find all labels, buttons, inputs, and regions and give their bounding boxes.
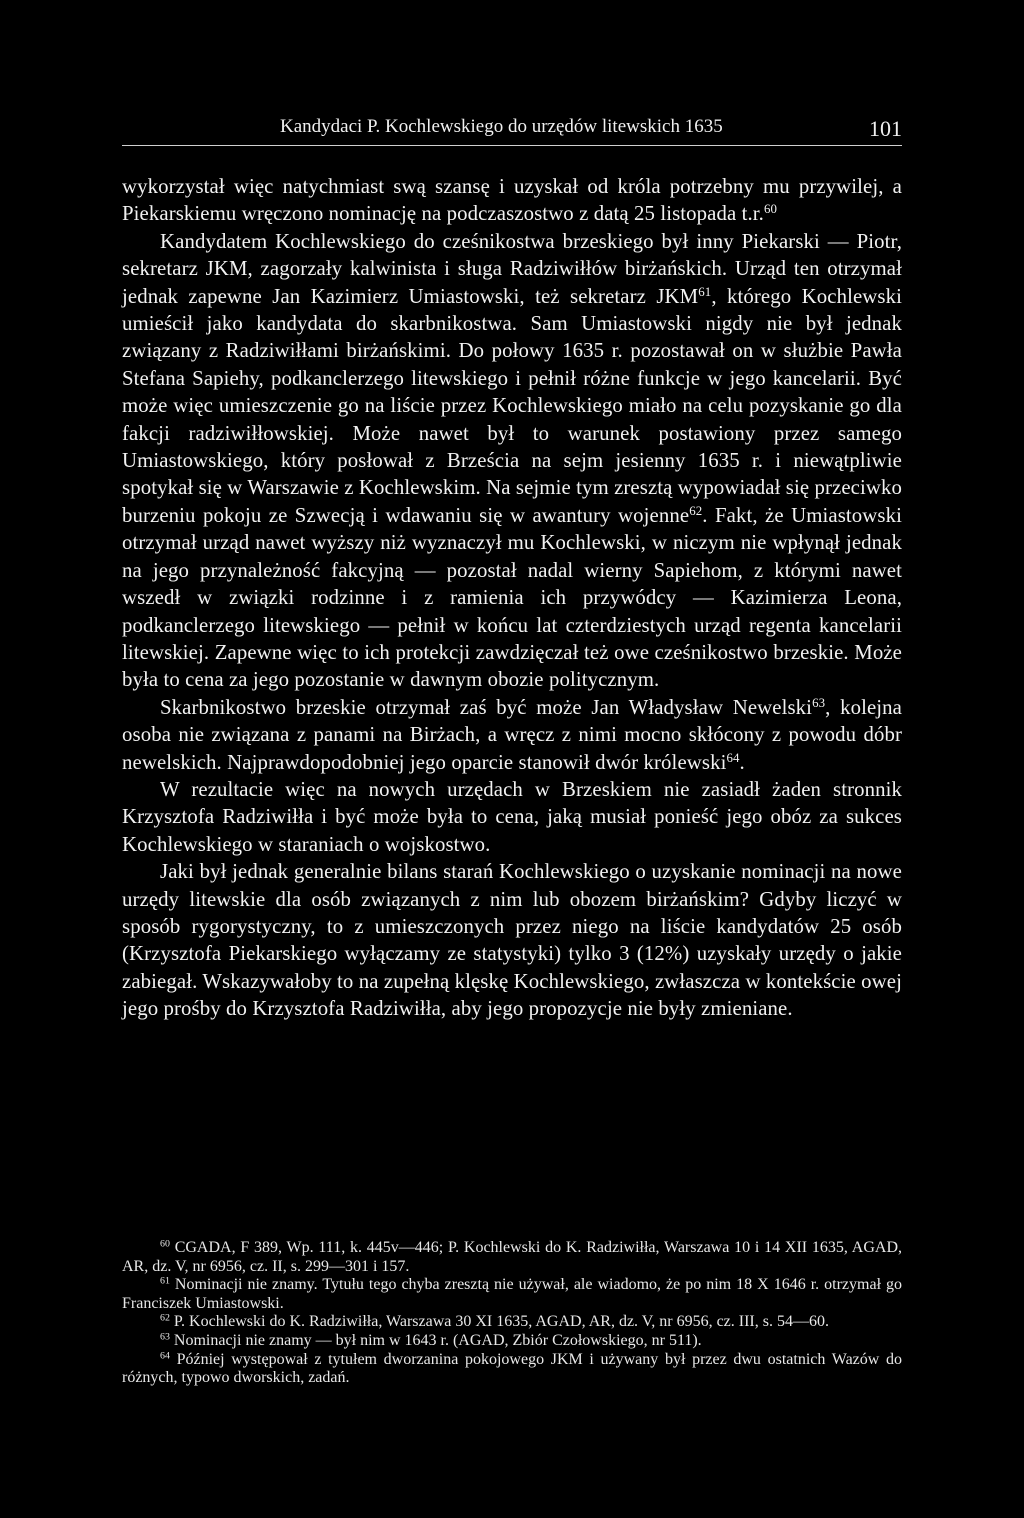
footnote-ref: 64 [726,750,740,765]
footnote-number: 60 [160,1238,170,1250]
running-title: Kandydaci P. Kochlewskiego do urzędów litewskich 1635 [280,116,723,137]
footnote: $^{63}$ Nominacji nie znamy — był nim w 1643 r. (AGAD, Zbiór Czołowskiego, nr 511). [160,1331,702,1349]
page-number: 101 [869,116,902,141]
footnote-number: 61 [160,1275,170,1287]
main-text [122,173,902,1023]
page-header [122,113,902,146]
footnote-ref: 62 [689,503,703,518]
footnote-number: 63 [160,1331,170,1343]
footnote: $^{61}$ Nominacji nie znamy. Tytułu tego chyba zresztą nie używał, ale wiadomo, że po nim 18 X 1646 r. otrzymał go Franciszek Umiastowski. [122,1275,903,1312]
footnote-number: 62 [160,1312,170,1324]
paragraph: Kandydatem Kochlewskiego do cześnikostwa brzeskiego był inny Piekarski — Piotr, sekretarz JKM, zagorzały kalwinista i sługa Radziwiłłów birżańskich. Urząd ten otrzymał jednak zapewne Jan Kazimierz Umiastowski, też sekretarz JKM$^{61}$, którego Kochlewski umieścił jako kandydata do skarbnikostwa. Sam Umiastowski nigdy nie był jednak związany z Radziwiłłami birżańskimi. Do połowy 1635 r. pozostawał on w służbie Pawła Stefana Sapiehy, podkanclerzego litewskiego i pełnił różne funkcje w jego kancelarii. Być może więc umieszczenie go na liście przez Kochlewskiego miało na celu pozyskanie go dla fakcji radziwiłłowskiej. Może nawet był to warunek postawiony przez samego Umiastowskiego, który posłował z Brześcia na sejm jesienny 1635 r. i niewątpliwie spotykał się w Warszawie z Kochlewskim. Na sejmie tym zresztą wypowiadał się przeciwko burzeniu pokoju ze Szwecją i wdawaniu się w awantury wojenne$^{62}$. Fakt, że Umiastowski otrzymał urząd nawet wyższy niż wyznaczył mu Kochlewski, w niczym nie wpłynął jednak na jego przynależność fakcyjną — pozostał nadal wierny Sapiehom, z którymi nawet wszedł w związki rodzinne i z ramienia ich przywódcy — Kazimierza Leona, podkanclerzego litewskiego — pełnił w końcu lat czterdziestych urząd regenta kancelarii litewskiej. Zapewne więc to ich protekcji zawdzięczał też owe cześnikostwo brzeskie. Może była to cena za jego pozostanie w dawnym obozie politycznym. [122,229,902,692]
paragraph: Skarbnikostwo brzeskie otrzymał zaś być może Jan Władysław Newelski$^{63}$, kolejna osoba nie związana z panami na Birżach, a wręcz z nimi mocno skłócony z powodu dóbr newelskich. Najprawdopodobniej jego oparcie stanowił dwór królewski$^{64}$. [122,695,902,774]
footnote-ref: 61 [698,284,712,299]
paragraph: W rezultacie więc na nowych urzędach w Brzeskiem nie zasiadł żaden stronnik Krzysztofa Radziwiłła i być może była to cena, jaką musiał ponieść jego obóz za sukces Kochlewskiego w staraniach o wojskostwo. [122,777,902,856]
paragraph: wykorzystał więc natychmiast swą szansę i uzyskał od króla potrzebny mu przywilej, a Piekarskiemu wręczono nominację na podczaszostwo z datą 25 listopada t.r.$^{60}$ [122,175,902,226]
footnote: $^{60}$ CGADA, F 389, Wp. 111, k. 445v—446; P. Kochlewski do K. Radziwiłła, Warszawa 10 i 14 XII 1635, AGAD, AR, dz. V, nr 6956, cz. II, s. 299—301 i 157. [122,1238,902,1275]
footnote-ref: 63 [812,695,826,710]
footnote-ref: 60 [763,202,778,217]
footnote: $^{64}$ Później występował z tytułem dworzanina pokojowego JKM i używany był przez dwu ostatnich Wazów do różnych, typowo dworskich, zadań. [122,1350,902,1387]
paragraph: Jaki był jednak generalnie bilans starań Kochlewskiego o uzyskanie nominacji na nowe urzędy litewskie dla osób związanych z nim lub obozem birżańskim? Gdyby liczyć w sposób rygorystyczny, to z umieszczonych przez niego na liście kandydatów 25 osób (Krzysztofa Piekarskiego wyłączamy ze statystyki) tylko 3 (12%) uzyskały urzędy o jakie zabiegał. Wskazywałoby to na zupełną klęskę Kochlewskiego, zwłaszcza w kontekście owej jego prośby do Krzysztofa Radziwiłła, aby jego propozycje nie były zmieniane. [122,860,902,1021]
footnote: $^{62}$ P. Kochlewski do K. Radziwiłła, Warszawa 30 XI 1635, AGAD, AR, dz. V, nr 6956, cz. III, s. 54—60. [160,1312,829,1331]
footnote-number: 64 [160,1350,170,1362]
footnotes [122,1239,902,1388]
